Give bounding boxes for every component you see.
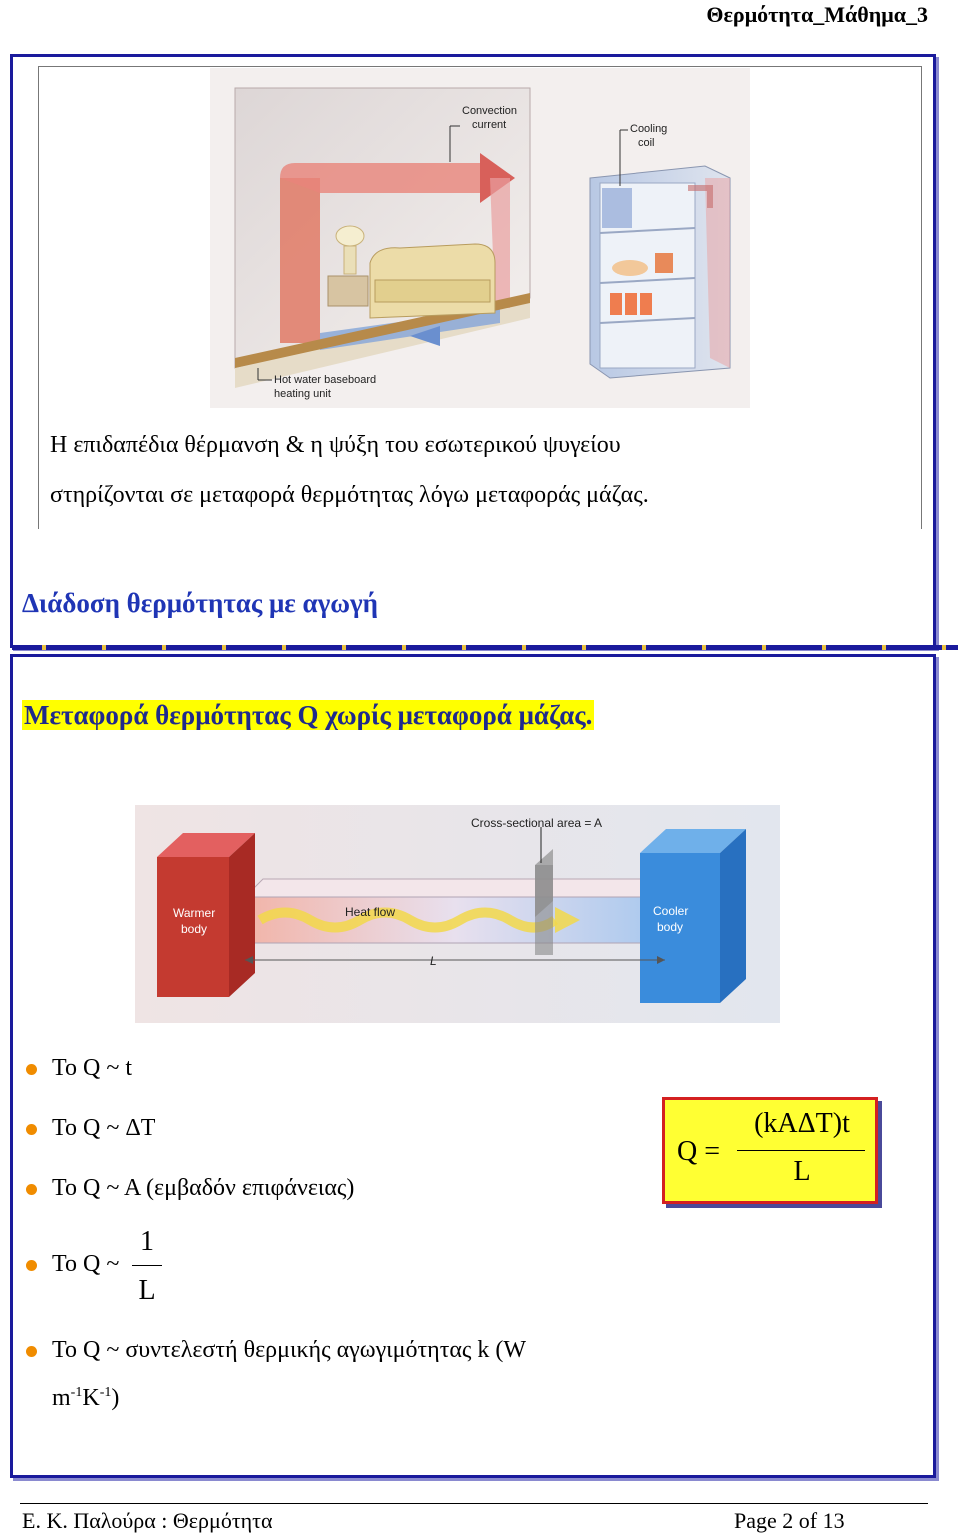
formula-denominator: L [793, 1156, 811, 1187]
label-cooler-2: body [657, 920, 684, 934]
fraction-bar [132, 1265, 162, 1266]
label-cooling-1: Cooling [630, 123, 668, 135]
label-baseboard-1: Hot water baseboard [274, 374, 377, 386]
caption-line-2: στηρίζονται σε μεταφορά θερμότητας λόγω μεταφοράς μάζας. [50, 482, 649, 508]
formula-fraction-bar [737, 1150, 865, 1151]
footer-page-number: Page 2 of 13 [734, 1508, 845, 1533]
label-length: L [430, 954, 437, 968]
bullet-dot [26, 1184, 37, 1195]
bullet-q-deltaT: Το Q ~ ΔT [52, 1115, 156, 1141]
label-cooler-1: Cooler [653, 904, 689, 918]
formula-lhs: Q = [677, 1136, 721, 1167]
bullet-dot [26, 1064, 37, 1075]
formula-box [662, 1097, 878, 1204]
frame-divider-rail [12, 645, 958, 650]
bullet-q-area: Το Q ~ A (εμβαδόν επιφάνειας) [52, 1175, 355, 1201]
label-heat-flow: Heat flow [345, 905, 396, 919]
fraction-numerator: 1 [140, 1226, 154, 1257]
label-cooling-2: coil [638, 137, 655, 149]
conductivity-units: $m^{-1}K^{-1}$) [52, 1385, 120, 1411]
label-convection-1: Convection [462, 105, 518, 117]
conduction-illustration [135, 805, 780, 1023]
document-header-title: Θερμότητα_Μάθημα_3 [706, 2, 928, 27]
caption-line-1: Η επιδαπέδια θέρμανση & η ψύξη του εσωτερικού ψυγείου [50, 432, 621, 458]
bullet-dot [26, 1124, 37, 1135]
highlighted-definition: Μεταφορά θερμότητας Q χωρίς μεταφορά μάζας. [24, 700, 593, 730]
convection-illustration [210, 68, 750, 408]
label-baseboard-2: heating unit [274, 388, 331, 400]
bullet-dot [26, 1346, 37, 1357]
bullet-q-inverse-length: Το Q ~ [52, 1251, 120, 1277]
label-warmer-1: Warmer [173, 906, 216, 920]
footer-author: Ε. Κ. Παλούρα : Θερμότητα [22, 1508, 273, 1533]
label-warmer-2: body [181, 922, 208, 936]
bullet-q-conductivity: Το Q ~ συντελεστή θερμικής αγωγιμότητας k (W [52, 1337, 527, 1363]
bullet-dot [26, 1260, 37, 1271]
label-cross-section: Cross-sectional area = A [471, 816, 602, 830]
formula-numerator: (kAΔT)t [754, 1108, 850, 1139]
fraction-denominator: L [138, 1275, 156, 1306]
footer-rule [20, 1503, 928, 1504]
section-title: Διάδοση θερμότητας με αγωγή [22, 588, 378, 618]
label-convection-2: current [472, 119, 507, 131]
bullet-q-time: Το Q ~ t [52, 1055, 132, 1081]
